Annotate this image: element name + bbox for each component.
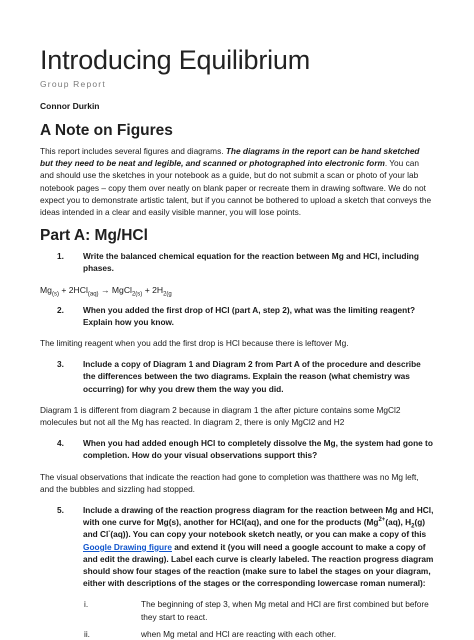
- answer-2: The limiting reagent when you add the first drop is HCl because there is leftover Mg.: [40, 338, 349, 349]
- stage-item: [40, 598, 434, 622]
- eq-hcl: + 2HCl: [58, 284, 88, 295]
- stage-item: [40, 628, 434, 640]
- question-text: Include a copy of Diagram 1 and Diagram 2 from Part A of the procedure and describe the differences between the two diagrams. Explain the reason (what chemistry was occurring) for why you drew them the way you did.: [83, 359, 421, 394]
- question-4: [40, 437, 434, 461]
- q5-text-1: Include a drawing of the reaction progress diagram for the reaction between Mg and HCl, with one curve for Mg(s), another for HCl(aq), and one for the products (Mg: [83, 505, 434, 528]
- stage-text: The beginning of step 3, when Mg metal and HCl are first combined but before they start to react.: [141, 599, 429, 622]
- note-heading: A Note on Figures: [40, 122, 173, 139]
- question-text: When you added the first drop of HCl (part A, step 2), what was the limiting reagent? Explain how you know.: [83, 304, 416, 327]
- note-intro: This report includes several figures and diagrams.: [40, 146, 226, 156]
- question-3: [40, 358, 434, 395]
- document-subtitle: Group Report: [40, 79, 106, 89]
- question-text: [83, 504, 434, 589]
- question-2: [40, 304, 434, 328]
- question-text: When you had added enough HCl to completely dissolve the Mg, the system had gone to completion. How do your visual observations support this?: [83, 438, 433, 461]
- note-emphasis: The diagrams in the report can be hand sketched but they need to be neat and legible, and scanned or photographed into electronic form: [40, 146, 420, 169]
- eq-h2-sub: 2(g: [163, 291, 172, 298]
- eq-mgcl-sub: 2(s): [131, 291, 143, 298]
- eq-h2: + 2H: [142, 284, 164, 295]
- question-number: 5.: [57, 505, 64, 516]
- q5-sub-2: 2: [411, 523, 415, 530]
- question-1: [40, 250, 434, 274]
- eq-mg-phase: (s): [51, 291, 59, 298]
- stage-text: when Mg metal and HCl are reacting with each other.: [141, 628, 337, 639]
- google-drawing-link[interactable]: Google Drawing figure: [83, 541, 172, 552]
- eq-arrow-mgcl: → MgCl: [98, 284, 132, 295]
- answer-3: Diagram 1 is different from diagram 2 because in diagram 1 the after picture contains some MgCl2 molecules but not all the Mg has reacted. In diagram 2, there is only MgCl2 and H2: [40, 404, 401, 428]
- answer-4: The visual observations that indicate the reaction had gone to completion was thatthere was no Mg left, and the bubbles and sizzling had stopped.: [40, 471, 419, 494]
- question-number: 1.: [57, 251, 64, 262]
- q5-sup-charge: 2+: [378, 517, 386, 524]
- eq-hcl-phase: (aq): [87, 291, 99, 298]
- document-title: Introducing Equilibrium: [40, 45, 311, 75]
- q5-text-2: (aq), H: [385, 517, 412, 528]
- author-name: Connor Durkin: [40, 101, 100, 111]
- question-number: 2.: [57, 304, 64, 315]
- q5-text-5: and extend it (you will need a google account to make a copy of and edit the drawing). Label each curve is clearly labeled. The reaction progress diagram should show four stages of the reaction (make sure to label the stages on your diagram, either with descriptions of the stages or the corresponding lowercase roman numeral):: [83, 541, 434, 589]
- stage-number: i.: [84, 599, 89, 610]
- note-paragraph: [40, 145, 434, 218]
- q5-text-4: (aq)). You can copy your notebook sketch neatly, or you can make a copy of this: [110, 529, 427, 540]
- question-number: 4.: [57, 438, 64, 449]
- question-text: Write the balanced chemical equation for the reaction between Mg and HCl, including phases.: [83, 251, 419, 274]
- question-number: 3.: [57, 359, 64, 370]
- balanced-equation: [40, 284, 434, 296]
- eq-mg: Mg: [40, 284, 52, 295]
- q5-text-3: (g) and Cl: [83, 517, 426, 540]
- stage-number: ii.: [84, 628, 90, 639]
- part-a-heading: Part A: Mg/HCl: [40, 227, 148, 245]
- q5-sup-minus: -: [108, 529, 111, 536]
- question-5: [40, 504, 434, 589]
- note-rest: . You can and should use the sketches in your notebook as a guide, but do not submit a scan or photo of your lab notebook pages – copy them over neatly on blank paper or recreate them in drawing software. We do not expect you to demonstrate artistic talent, but if you cannot be bothered to upload a sketch that conveys the ideas intended in a clear and easily visible manner, you will lose points.: [40, 158, 432, 218]
